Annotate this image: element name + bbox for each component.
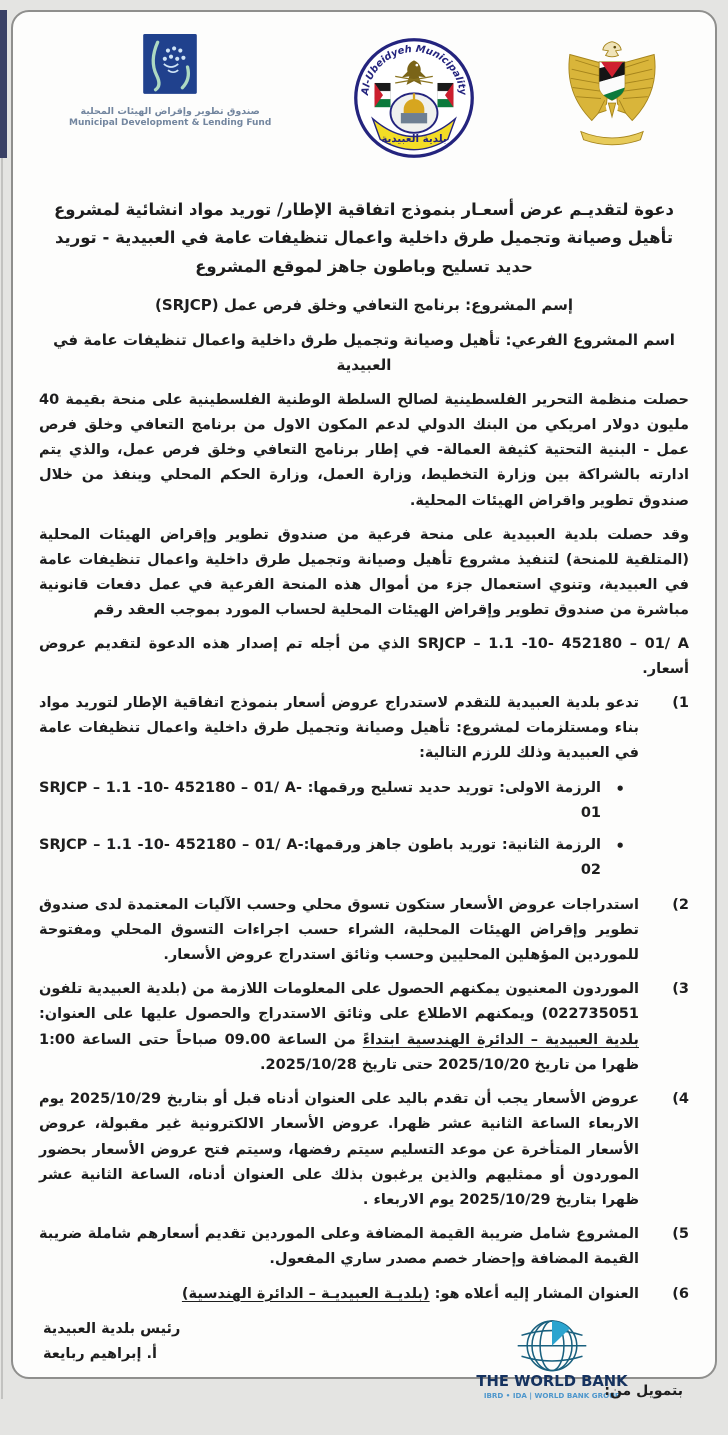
list-item-1 [39, 691, 689, 884]
bullet-dot-icon: • [615, 837, 625, 856]
list-item-2 [39, 893, 689, 969]
item-3-address-underlined: بلدية العبيدية – الدائرة الهندسية ابتداءً [362, 1031, 640, 1048]
package-2-text: الرزمة الثانية: توريد باطون جاهز ورقمها:SRJCP – 1.1 -10- 452180 – 01/ A-02 [39, 837, 601, 879]
mdlf-caption-english: Municipal Development & Lending Fund [69, 117, 272, 128]
item-6-number: (6 [672, 1285, 689, 1302]
item-1-text: تدعو بلدية العبيدية للتقدم لاستدراج عروض أسعار بنموذج اتفاقية الإطار لتوريد مواد بناء ومستلزمات لمشروع: تأهيل وصيانة وتجميل طرق داخلية واعمال تنظيفات عامة في العبيدية وذلك للرزم التالية: [39, 695, 639, 762]
invitation-title: دعوة لتقديـم عرض أسعـار بنموذج اتفاقية الإطار/ توريد مواد انشائية لمشروع تأهيل وصيانة وتجميل طرق داخلية واعمال تنظيفات عامة في العبيدية - توريد حديد تسليح وباطون جاهز لموقع المشروع [53, 200, 675, 276]
coat-of-arms-block [557, 34, 667, 156]
mdlf-logo-block [69, 34, 271, 129]
list-item-6 [39, 1282, 689, 1307]
intro-paragraph-grant: حصلت منظمة التحرير الفلسطينية لصالح السلطة الوطنية الفلسطينية على منحة بقيمة 40 مليون دولار امريكي من البنك الدولي لدعم المكون الاول من برنامج التعافي وخلق فرص عمل - البنية التحتية كثيفة العمالة- في إطار برنامج التعافي وخلق فرص عمل، والذي يتم ادارته بالشراكة بين وزارة التخطيط، وزارة العمل، وزارة الحكم المحلي وينفذ من خلال صندوق تطوير واقراض الهيئات المحلية. [39, 391, 689, 509]
item-5-number: (5 [672, 1226, 689, 1243]
municipality-seal-icon [352, 34, 476, 166]
project-name-line: إسم المشروع: برنامج التعافي وخلق فرص عمل (SRJCP) [155, 296, 573, 315]
funding-label: بتمويل من: [604, 1382, 683, 1399]
tender-notice-page [11, 10, 717, 1401]
scan-artifact-strip [0, 10, 7, 158]
package-bullet-1 [39, 776, 625, 826]
item-3-text-post: من الساعة 09.00 صباحاً حتى الساعة 1:00 ظهرا من تاريخ 2025/10/20 حتى تاريخ 2025/10/28. [39, 1031, 639, 1073]
signature-title: رئيس بلدية العبيدية [43, 1320, 181, 1337]
item-2-text: استدراجات عروض الأسعار ستكون تسوق محلي وحسب الآليات المعتمدة لدى صندوق تطوير وإقراض الهيئات المحلية، الشراء حسب اجراءات التسوق المحلي ومفتوحة للموردين المؤهلين المحليين وحسب وثائق استدراج عروض الأسعار. [39, 896, 639, 963]
seal-flag-left-icon [375, 83, 391, 107]
list-item-4 [39, 1087, 689, 1213]
mdlf-caption-arabic: صندوق تطوير وإقراض الهيئات المحلية [80, 106, 260, 117]
seal-arabic-name: بلدية العبيدية [381, 133, 447, 146]
scan-edge-line [1, 10, 3, 1399]
packages-list [39, 767, 639, 884]
item-3-number: (3 [672, 981, 689, 998]
seal-flag-right-icon [438, 83, 454, 107]
item-6-text-pre: العنوان المشار إليه أعلاه هو: [429, 1285, 639, 1302]
subproject-name-line: اسم المشروع الفرعي: تأهيل وصيانة وتجميل طرق داخلية واعمال تنظيفات عامة في العبيدية [53, 330, 675, 375]
municipality-seal-block [352, 34, 476, 166]
list-item-3 [39, 977, 689, 1078]
item-5-text: المشروع شامل ضريبة القيمة المضافة وعلى الموردين تقديم أسعارهم شاملة ضريبة القيمة المضافة وإحضار خصم مصدر ساري المفعول. [39, 1226, 639, 1268]
signature-name: أ. إبراهيم ربايعة [43, 1346, 157, 1363]
item-6-address-underlined: (بلديـة العبيديـة – الدائرة الهندسية) [181, 1285, 430, 1302]
world-bank-subtext: IBRD • IDA | WORLD BANK GROUP [483, 1391, 621, 1401]
item-2-number: (2 [672, 896, 689, 913]
world-bank-globe-accent [552, 1321, 570, 1346]
item-3-text-pre: الموردون المعنيون يمكنهم الحصول على المعلومات اللازمة من (بلدية العبيدية تلفون 022735051) ويمكنهم الاطلاع على وثائق الاستدراج والحصول عليها على العنوان: [39, 981, 639, 1023]
contract-number-line: SRJCP – 1.1 -10- 452180 – 01/ A الذي من أجله تم إصدار هذه الدعوة لتقديم عروض أسعار. [39, 635, 689, 677]
mdlf-logo-icon [137, 34, 203, 102]
item-4-text: عروض الأسعار يجب أن تقدم باليد على العنوان أدناه قبل أو بتاريخ 2025/10/29 يوم الاربعاء الساعة الثانية عشر ظهرا. عروض الأسعار الالكترونية غير مقبولة، عروض الأسعار المتأخرة عن موعد التسليم سيتم رفضها، وسيتم فتح عروض الأسعار بحضور الموردون أو ممثليهم والذين يرغبون بذلك على العنوان أدناه، الساعة الثانية عشر ظهرا بتاريخ 2025/10/29 يوم الاربعاء . [39, 1091, 640, 1208]
list-item-5 [39, 1222, 689, 1272]
intro-paragraph-subgrant: وقد حصلت بلدية العبيدية على منحة فرعية من صندوق تطوير وإقراض الهيئات المحلية (المتلقية للمنحة) لتنفيذ مشروع تأهيل وصيانة وتجميل طرق داخلية واعمال تنظيفات عامة في العبيدية، وتنوي استعمال جزء من أموال هذه المنحة الفرعية في عمل دفعات قانونية مباشرة من صندوق تطوير وإقراض الهيئات المحلية لحساب المورد بموجب العقد رقم [39, 526, 689, 619]
signature-block [43, 1317, 180, 1368]
item-1-number: (1 [672, 695, 689, 712]
package-bullet-2 [39, 833, 625, 883]
palestine-coat-of-arms-icon [557, 34, 667, 156]
bullet-dot-icon: • [615, 779, 625, 798]
seal-english-name: Al-Ubeidyeh Municipality [360, 43, 469, 96]
footer [39, 1317, 689, 1435]
header-logos-row [39, 28, 689, 180]
world-bank-name: THE WORLD BANK [476, 1372, 628, 1390]
item-4-number: (4 [672, 1091, 689, 1108]
package-1-text: الرزمة الاولى: توريد حديد تسليح ورقمها: SRJCP – 1.1 -10- 452180 – 01/ A-01 [39, 779, 601, 821]
